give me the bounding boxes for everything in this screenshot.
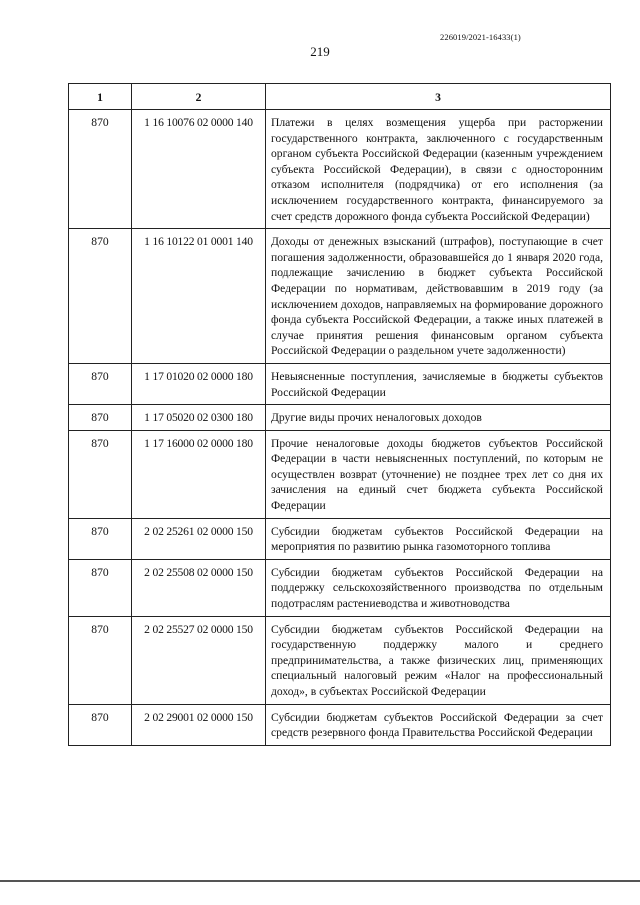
table-row (69, 704, 611, 745)
description-cell: Платежи в целях возмещения ущерба при расторжении государственного контракта, заключенного с государственным органом субъекта Российской Федерации (казенным учреждением субъекта Российской Федерации), в связи с односторонним отказом исполнителя (подрядчика) от его исполнения (за исключением государственного контракта, финансируемого за счет средств дорожного фонда субъекта Российской Федерации) (266, 110, 611, 229)
column-header-1: 1 (69, 84, 132, 110)
table-row (69, 430, 611, 518)
kbk-code-cell: 1 16 10122 01 0001 140 (132, 229, 266, 364)
description-cell: Прочие неналоговые доходы бюджетов субъектов Российской Федерации в части невыясненных поступлений, по которым не осуществлен возврат (уточнение) не позднее трех лет со дня их зачисления на единый счет бюджета субъекта Российской Федерации (266, 430, 611, 518)
admin-code-cell: 870 (69, 616, 132, 704)
admin-code-cell: 870 (69, 405, 132, 431)
kbk-code-cell: 1 17 01020 02 0000 180 (132, 363, 266, 404)
kbk-code-cell: 2 02 25527 02 0000 150 (132, 616, 266, 704)
admin-code-cell: 870 (69, 559, 132, 616)
table-row (69, 110, 611, 229)
table-row (69, 405, 611, 431)
description-cell: Субсидии бюджетам субъектов Российской Федерации за счет средств резервного фонда Правительства Российской Федерации (266, 704, 611, 745)
description-cell: Субсидии бюджетам субъектов Российской Федерации на государственную поддержку малого и среднего предпринимательства, а также физических лиц, применяющих специальный налоговый режим «Налог на профессиональный доход», в субъектах Российской Федерации (266, 616, 611, 704)
table-row (69, 616, 611, 704)
kbk-code-cell: 2 02 29001 02 0000 150 (132, 704, 266, 745)
admin-code-cell: 870 (69, 430, 132, 518)
income-codes-table (68, 83, 611, 746)
page-number: 219 (310, 44, 330, 59)
kbk-code-cell: 1 17 16000 02 0000 180 (132, 430, 266, 518)
description-cell: Другие виды прочих неналоговых доходов (266, 405, 611, 431)
description-cell: Доходы от денежных взысканий (штрафов), поступающие в счет погашения задолженности, образовавшейся до 1 января 2020 года, подлежащие зачислению в бюджет субъекта Российской Федерации по нормативам, действовавшим в 2019 году (за исключением доходов, направляемых на формирование дорожного фонда субъекта Российской Федерации, а также иных платежей в случае принятия решения финансовым органом субъекта Российской Федерации о раздельном учете задолженности) (266, 229, 611, 364)
scan-bottom-edge (0, 880, 640, 882)
description-cell: Субсидии бюджетам субъектов Российской Федерации на поддержку сельскохозяйственного производства по отдельным подотраслям растениеводства и животноводства (266, 559, 611, 616)
admin-code-cell: 870 (69, 229, 132, 364)
admin-code-cell: 870 (69, 110, 132, 229)
column-header-2: 2 (132, 84, 266, 110)
document-reference: 226019/2021-16433(1) (440, 32, 521, 42)
kbk-code-cell: 1 17 05020 02 0300 180 (132, 405, 266, 431)
admin-code-cell: 870 (69, 363, 132, 404)
table-row (69, 559, 611, 616)
column-header-3: 3 (266, 84, 611, 110)
table-row (69, 518, 611, 559)
table-header-row (69, 84, 611, 110)
description-cell: Невыясненные поступления, зачисляемые в бюджеты субъектов Российской Федерации (266, 363, 611, 404)
table-row (69, 363, 611, 404)
kbk-code-cell: 1 16 10076 02 0000 140 (132, 110, 266, 229)
description-cell: Субсидии бюджетам субъектов Российской Федерации на мероприятия по развитию рынка газомоторного топлива (266, 518, 611, 559)
kbk-code-cell: 2 02 25261 02 0000 150 (132, 518, 266, 559)
admin-code-cell: 870 (69, 704, 132, 745)
table-row (69, 229, 611, 364)
kbk-code-cell: 2 02 25508 02 0000 150 (132, 559, 266, 616)
admin-code-cell: 870 (69, 518, 132, 559)
